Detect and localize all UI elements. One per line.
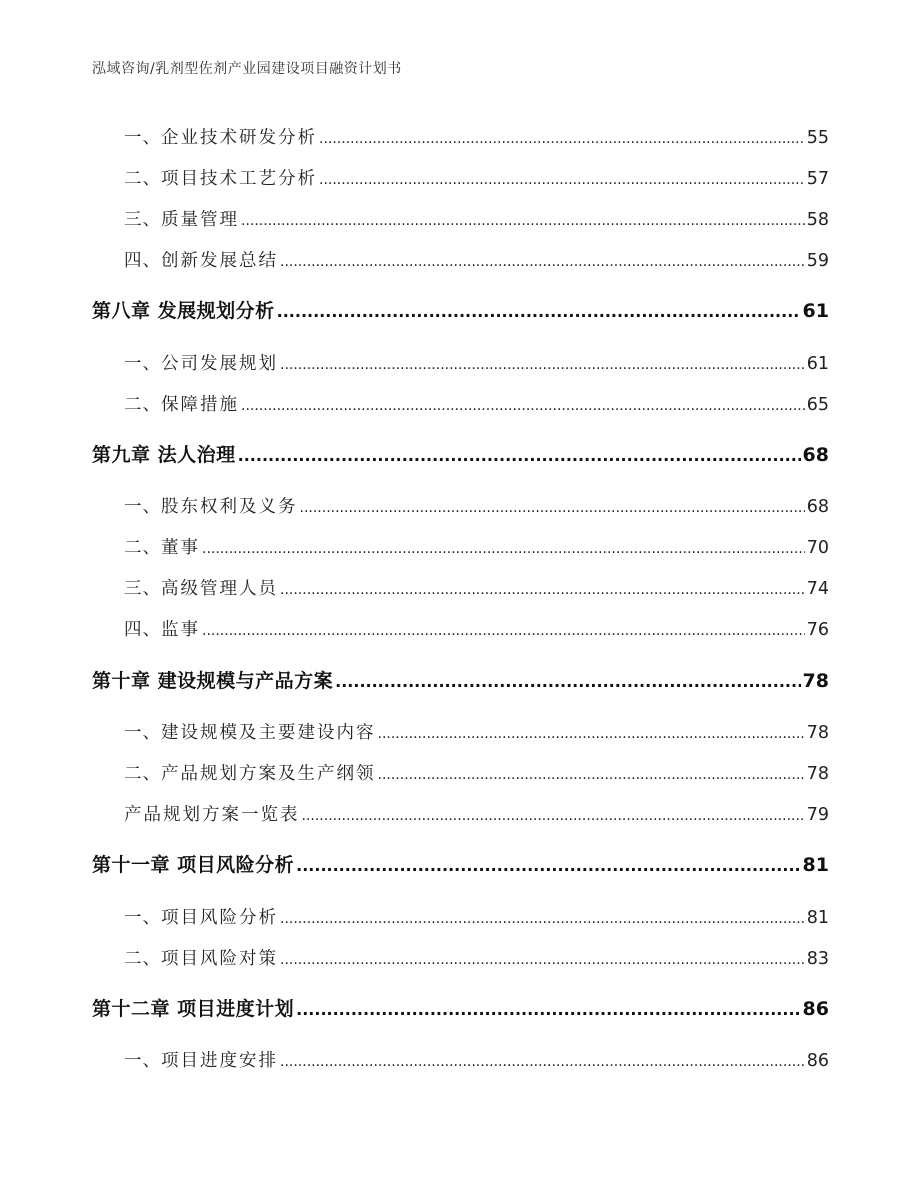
toc-leader-dots: [280, 251, 805, 271]
toc-entry-title: 项目风险分析: [161, 908, 278, 928]
toc-leader-dots: [280, 579, 805, 599]
toc-entry-number: 一、: [124, 354, 161, 374]
toc-entry-number: 二、: [124, 538, 161, 558]
toc-entry-title: 产品规划方案及生产纲领: [161, 764, 376, 784]
toc-entry-number: 二、: [124, 949, 161, 969]
toc-entry-number: 一、: [124, 497, 161, 517]
toc-entry-number: 二、: [124, 169, 161, 189]
toc-chapter[interactable]: [92, 440, 829, 467]
toc-leader-dots: [241, 210, 805, 230]
toc-entry-page: 78: [806, 723, 829, 743]
toc-chapter-title: 第九章 法人治理: [92, 444, 236, 466]
toc-entry-title: 项目技术工艺分析: [161, 169, 317, 189]
toc-entry-title: 高级管理人员: [161, 579, 278, 599]
toc-entry-number: 一、: [124, 908, 161, 928]
toc-entry[interactable]: [92, 904, 829, 929]
toc-chapter-title: 第十一章 项目风险分析: [92, 854, 295, 876]
toc-entry[interactable]: [92, 534, 829, 559]
toc-entry-title: 董事: [161, 538, 200, 558]
toc-chapter-page: 68: [802, 444, 829, 466]
toc-entry-number: 三、: [124, 579, 161, 599]
toc-entry-title: 企业技术研发分析: [161, 128, 317, 148]
toc-leader-dots: [296, 854, 800, 876]
toc-leader-dots: [280, 949, 805, 969]
toc-entry-number: 一、: [124, 723, 161, 743]
document-header: 泓域咨询/乳剂型佐剂产业园建设项目融资计划书: [92, 61, 402, 77]
toc-entry[interactable]: [92, 247, 829, 272]
toc-entry-title: 创新发展总结: [161, 251, 278, 271]
toc-entry-page: 81: [806, 908, 829, 928]
toc-leader-dots: [378, 723, 805, 743]
toc-leader-dots: [202, 538, 805, 558]
toc-leader-dots: [300, 497, 805, 517]
toc-leader-dots: [302, 805, 805, 825]
toc-entry[interactable]: [92, 493, 829, 518]
toc-leader-dots: [280, 908, 805, 928]
toc-leader-dots: [319, 128, 805, 148]
toc-entry-page: 61: [806, 354, 829, 374]
toc-chapter-title: 第十二章 项目进度计划: [92, 998, 295, 1020]
toc-entry[interactable]: [92, 1047, 829, 1072]
toc-chapter-page: 81: [802, 854, 829, 876]
toc-entry[interactable]: [92, 575, 829, 600]
toc-entry-page: 57: [806, 169, 829, 189]
toc-entry-title: 股东权利及义务: [161, 497, 298, 517]
toc-entry-number: 二、: [124, 395, 161, 415]
toc-leader-dots: [319, 169, 805, 189]
toc-entry-page: 68: [806, 497, 829, 517]
toc-leader-dots: [378, 764, 805, 784]
toc-chapter[interactable]: [92, 994, 829, 1021]
toc-entry-title: 监事: [161, 620, 200, 640]
toc-entry-title: 产品规划方案一览表: [124, 805, 300, 825]
toc-chapter-title: 第八章 发展规划分析: [92, 300, 275, 322]
toc-entry-number: 一、: [124, 1051, 161, 1071]
toc-leader-dots: [241, 395, 805, 415]
toc-entry-page: 70: [806, 538, 829, 558]
toc-chapter-page: 86: [802, 998, 829, 1020]
toc-chapter[interactable]: [92, 296, 829, 323]
toc-entry[interactable]: [92, 206, 829, 231]
toc-entry-title: 质量管理: [161, 210, 239, 230]
toc-entry[interactable]: [92, 350, 829, 375]
toc-entry-number: 四、: [124, 620, 161, 640]
toc-entry-title: 项目进度安排: [161, 1051, 278, 1071]
toc-chapter[interactable]: [92, 666, 829, 693]
toc-entry-page: 58: [806, 210, 829, 230]
toc-entry-page: 59: [806, 251, 829, 271]
toc-entry-number: 三、: [124, 210, 161, 230]
toc-chapter-title: 第十章 建设规模与产品方案: [92, 670, 334, 692]
toc-entry-page: 79: [806, 805, 829, 825]
toc-entry-title: 建设规模及主要建设内容: [161, 723, 376, 743]
toc-entry-page: 76: [806, 620, 829, 640]
toc-entry-page: 86: [806, 1051, 829, 1071]
toc-entry-number: 二、: [124, 764, 161, 784]
toc-leader-dots: [335, 670, 800, 692]
toc-entry-page: 74: [806, 579, 829, 599]
toc-entry-number: 一、: [124, 128, 161, 148]
toc-entry-title: 公司发展规划: [161, 354, 278, 374]
toc-entry[interactable]: [92, 124, 829, 149]
toc-entry-title: 项目风险对策: [161, 949, 278, 969]
toc-entry[interactable]: [92, 165, 829, 190]
toc-leader-dots: [277, 300, 801, 322]
toc-leader-dots: [280, 1051, 805, 1071]
toc-entry[interactable]: [92, 801, 829, 826]
toc-entry[interactable]: [92, 719, 829, 744]
toc-entry-page: 78: [806, 764, 829, 784]
toc-entry-page: 83: [806, 949, 829, 969]
toc-entry-number: 四、: [124, 251, 161, 271]
toc-entry-page: 65: [806, 395, 829, 415]
toc-entry-title: 保障措施: [161, 395, 239, 415]
toc-entry[interactable]: [92, 616, 829, 641]
toc-entry-page: 55: [806, 128, 829, 148]
toc-entry[interactable]: [92, 391, 829, 416]
toc-entry[interactable]: [92, 945, 829, 970]
toc-leader-dots: [238, 444, 801, 466]
toc-chapter[interactable]: [92, 850, 829, 877]
toc-leader-dots: [202, 620, 805, 640]
toc-chapter-page: 61: [802, 300, 829, 322]
toc-leader-dots: [280, 354, 805, 374]
toc-entry[interactable]: [92, 760, 829, 785]
toc-leader-dots: [296, 998, 800, 1020]
toc-chapter-page: 78: [802, 670, 829, 692]
